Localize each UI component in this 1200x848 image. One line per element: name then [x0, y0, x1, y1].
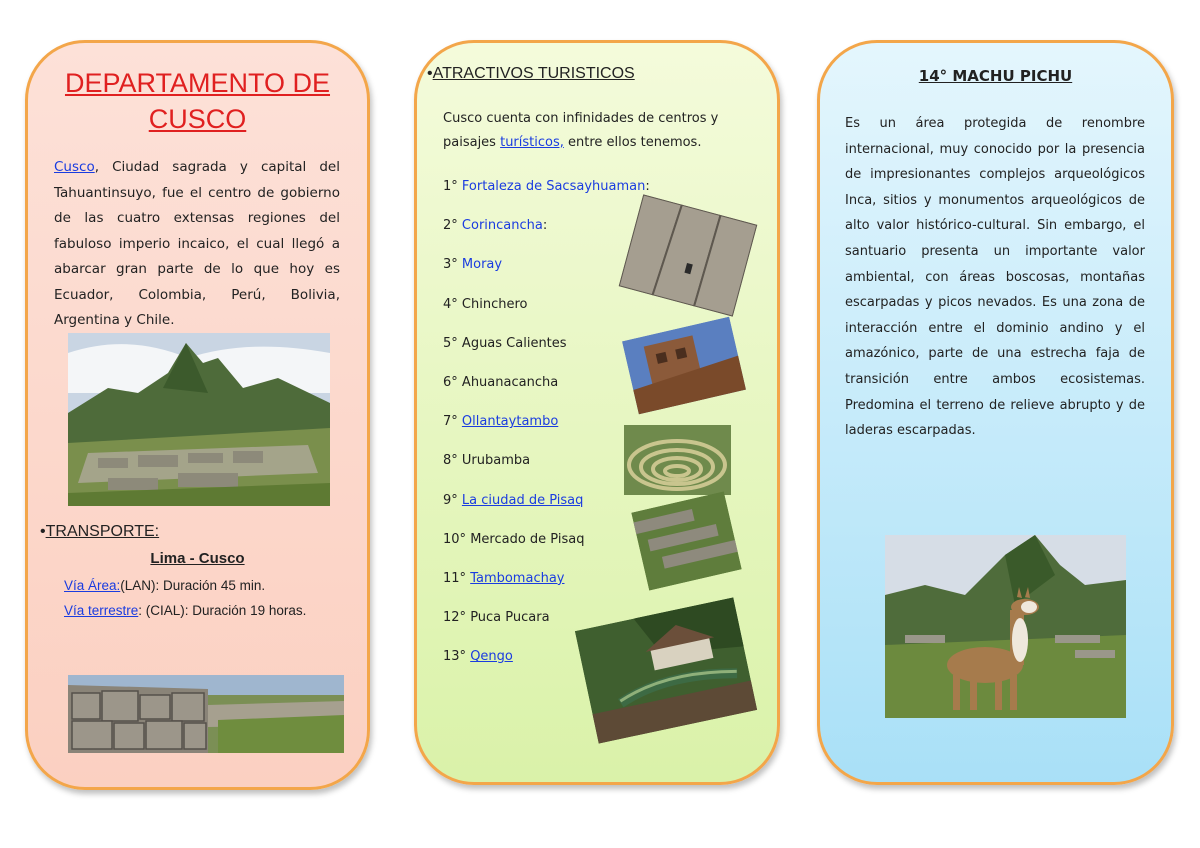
attraction-number: 1° [443, 179, 458, 194]
attraction-number: 6° [443, 374, 458, 390]
attractions-heading-text: ATRACTIVOS TURISTICOS [432, 65, 635, 82]
attraction-name[interactable]: La ciudad de Pisaq [461, 492, 584, 508]
transport-heading-text: TRANSPORTE: [45, 523, 160, 540]
attraction-name: Aguas Calientes [461, 335, 567, 351]
list-item [443, 285, 650, 324]
list-item [443, 481, 650, 520]
attraction-name[interactable]: Ollantaytambo [461, 414, 559, 430]
attraction-name: Mercado de Pisaq [470, 531, 585, 547]
attraction-number: 2° [443, 218, 458, 234]
machu-picchu-photo [68, 333, 330, 506]
panel-cusco [25, 40, 370, 790]
land-link[interactable]: Vía terrestre [64, 603, 139, 618]
intro-after: entre ellos tenemos. [563, 135, 702, 150]
list-item [443, 363, 650, 402]
attraction-number: 8° [443, 453, 458, 469]
attraction-name[interactable]: Qengo [470, 649, 513, 665]
transport-air [64, 573, 340, 598]
attraction-number: 12° [443, 610, 467, 626]
attraction-number: 4° [443, 296, 458, 312]
attraction-name: Puca Pucara [470, 610, 550, 626]
air-text: (LAN): Duración 45 min. [120, 578, 266, 593]
attraction-suffix: : [645, 179, 650, 194]
intro-before: Cusco cuenta con infinidades de centros y paisajes [443, 111, 719, 150]
attraction-name: Ahuanacancha [461, 374, 559, 390]
land-text: : (CIAL): Duración 19 horas. [138, 603, 307, 618]
list-item [443, 441, 650, 480]
attraction-number: 11° [443, 570, 467, 586]
attractions-intro [443, 107, 753, 155]
list-item [443, 245, 650, 284]
machu-pichu-description: Es un área protegida de renombre internacional, muy conocido por la presencia de impresionantes complejos arqueológicos Inca, sitios y monumentos arqueológicos de alto valor histórico-cultural. Sin embargo, el santuario presenta un importante valor ambiental, con áreas boscosas, montañas escarpadas y picos nevados. Es una zona de interacción entre el dominio andino y el amazónico, parte de una estrecha faja de transición entre ambos ecosistemas. Predomina el terreno de relieve abrupto y de laderas escarpadas. [845, 116, 1145, 439]
attraction-number: 3° [443, 257, 458, 273]
route-label: Lima - Cusco [150, 550, 245, 567]
cusco-link[interactable]: Cusco [54, 159, 95, 175]
attraction-name: Moray [461, 257, 503, 273]
machu-pichu-title: 14° MACHU PICHU [918, 67, 1073, 85]
attractions-heading [427, 65, 635, 83]
cusco-description-text: , Ciudad sagrada y capital del Tahuantinsuyo, fue el centro de gobierno de las cuatro extensas regiones del fabuloso imperio incaico, el cual llegó a abarcar gran parte de lo que hoy es Ecuador, Colombia, Perú, Bolivia, Argentina y Chile. [54, 159, 340, 328]
attraction-number: 7° [443, 414, 458, 430]
attractions-bullet: • [427, 65, 433, 82]
panel-machu-pichu [817, 40, 1174, 785]
list-item [443, 402, 650, 441]
llama-machu-picchu-photo [885, 535, 1126, 718]
transport-heading [40, 523, 159, 541]
attraction-name: Chinchero [461, 296, 528, 312]
attraction-name: Urubamba [461, 453, 531, 469]
attraction-name: Fortaleza de Sacsayhuaman [461, 179, 646, 194]
transport-list [64, 573, 340, 623]
list-item [443, 559, 650, 598]
attraction-name[interactable]: Tambomachay [470, 570, 565, 586]
list-item [443, 167, 650, 206]
cusco-description [54, 155, 340, 334]
sacsayhuaman-walls-photo [68, 675, 344, 753]
attraction-number: 5° [443, 335, 458, 351]
transport-land [64, 598, 340, 623]
page-title: DEPARTAMENTO DE CUSCO [64, 68, 331, 134]
transport-bullet: • [40, 523, 46, 540]
attraction-number: 10° [443, 531, 467, 547]
attraction-number: 9° [443, 492, 458, 508]
moray-photo [624, 425, 731, 495]
turisticos-link[interactable]: turísticos, [500, 135, 564, 150]
attraction-suffix: : [542, 218, 548, 234]
attractions-list [443, 167, 650, 676]
attraction-name: Corincancha [461, 218, 543, 234]
attraction-number: 13° [443, 649, 467, 665]
list-item [443, 206, 650, 245]
panel-attractions [414, 40, 780, 785]
air-link[interactable]: Vía Área: [64, 578, 121, 593]
list-item [443, 324, 650, 363]
list-item [443, 520, 650, 559]
